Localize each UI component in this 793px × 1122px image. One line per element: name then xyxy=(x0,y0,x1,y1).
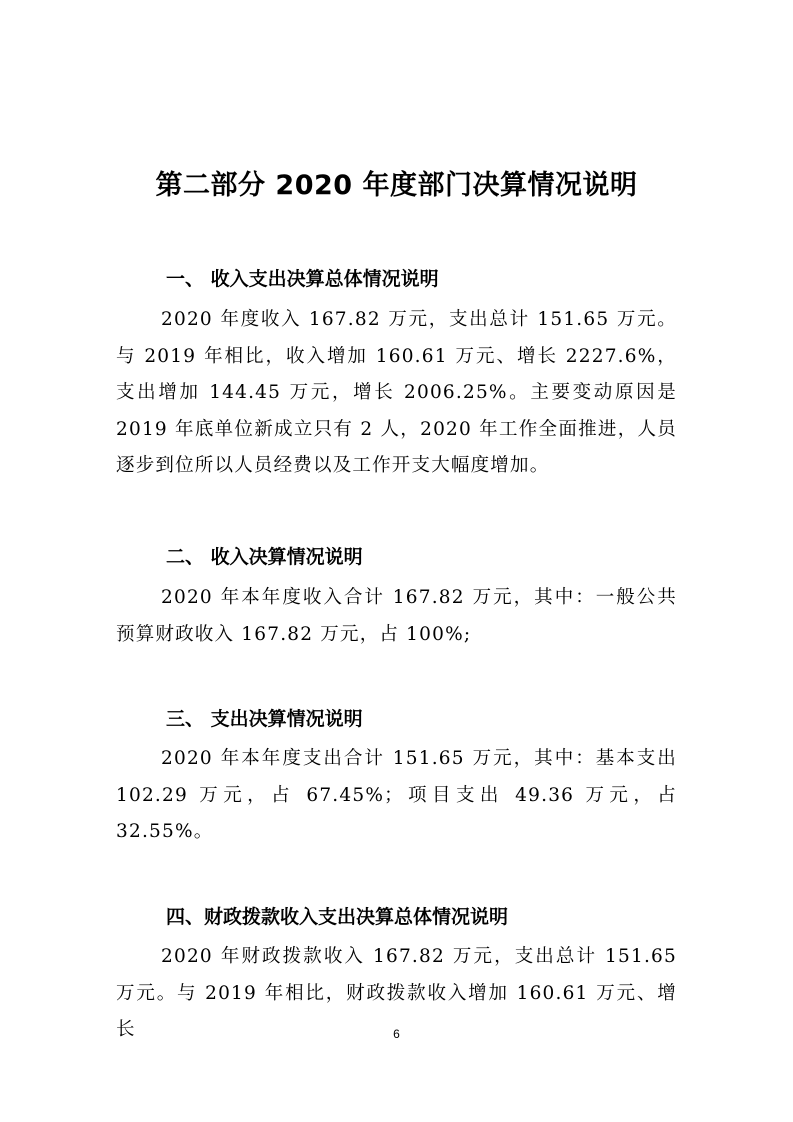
page-title: 第二部分 2020 年度部门决算情况说明 xyxy=(155,170,638,201)
section-body-3: 2020 年本年度支出合计 151.65 万元，其中：基本支出 102.29 万元，占 67.45%；项目支出 49.36 万元，占 32.55%。 xyxy=(116,748,677,842)
section-heading-4: 四、财政拨款收入支出决算总体情况说明 xyxy=(166,906,509,928)
section-heading-3: 三、 支出决算情况说明 xyxy=(166,708,363,730)
section-body-2: 2020 年本年度收入合计 167.82 万元，其中：一般公共预算财政收入 167.82 万元，占 100%; xyxy=(116,587,677,645)
section-body-4: 2020 年财政拨款收入 167.82 万元，支出总计 151.65 万元。与 2019 年相比，财政拨款收入增加 160.61 万元、增长 xyxy=(116,946,677,1040)
page-number: 6 xyxy=(393,1027,400,1041)
section-body-1: 2020 年度收入 167.82 万元，支出总计 151.65 万元。与 2019 年相比，收入增加 160.61 万元、增长 2227.6%，支出增加 144.45 万元，增长 2006.25%。主要变动原因是 2019 年底单位新成立只有 2 人，2020 年工作全面推进，人员逐步到位所以人员经费以及工作开支大幅度增加。 xyxy=(116,309,677,476)
section-heading-1: 一、 收入支出决算总体情况说明 xyxy=(166,268,439,290)
section-heading-2: 二、 收入决算情况说明 xyxy=(166,546,363,568)
